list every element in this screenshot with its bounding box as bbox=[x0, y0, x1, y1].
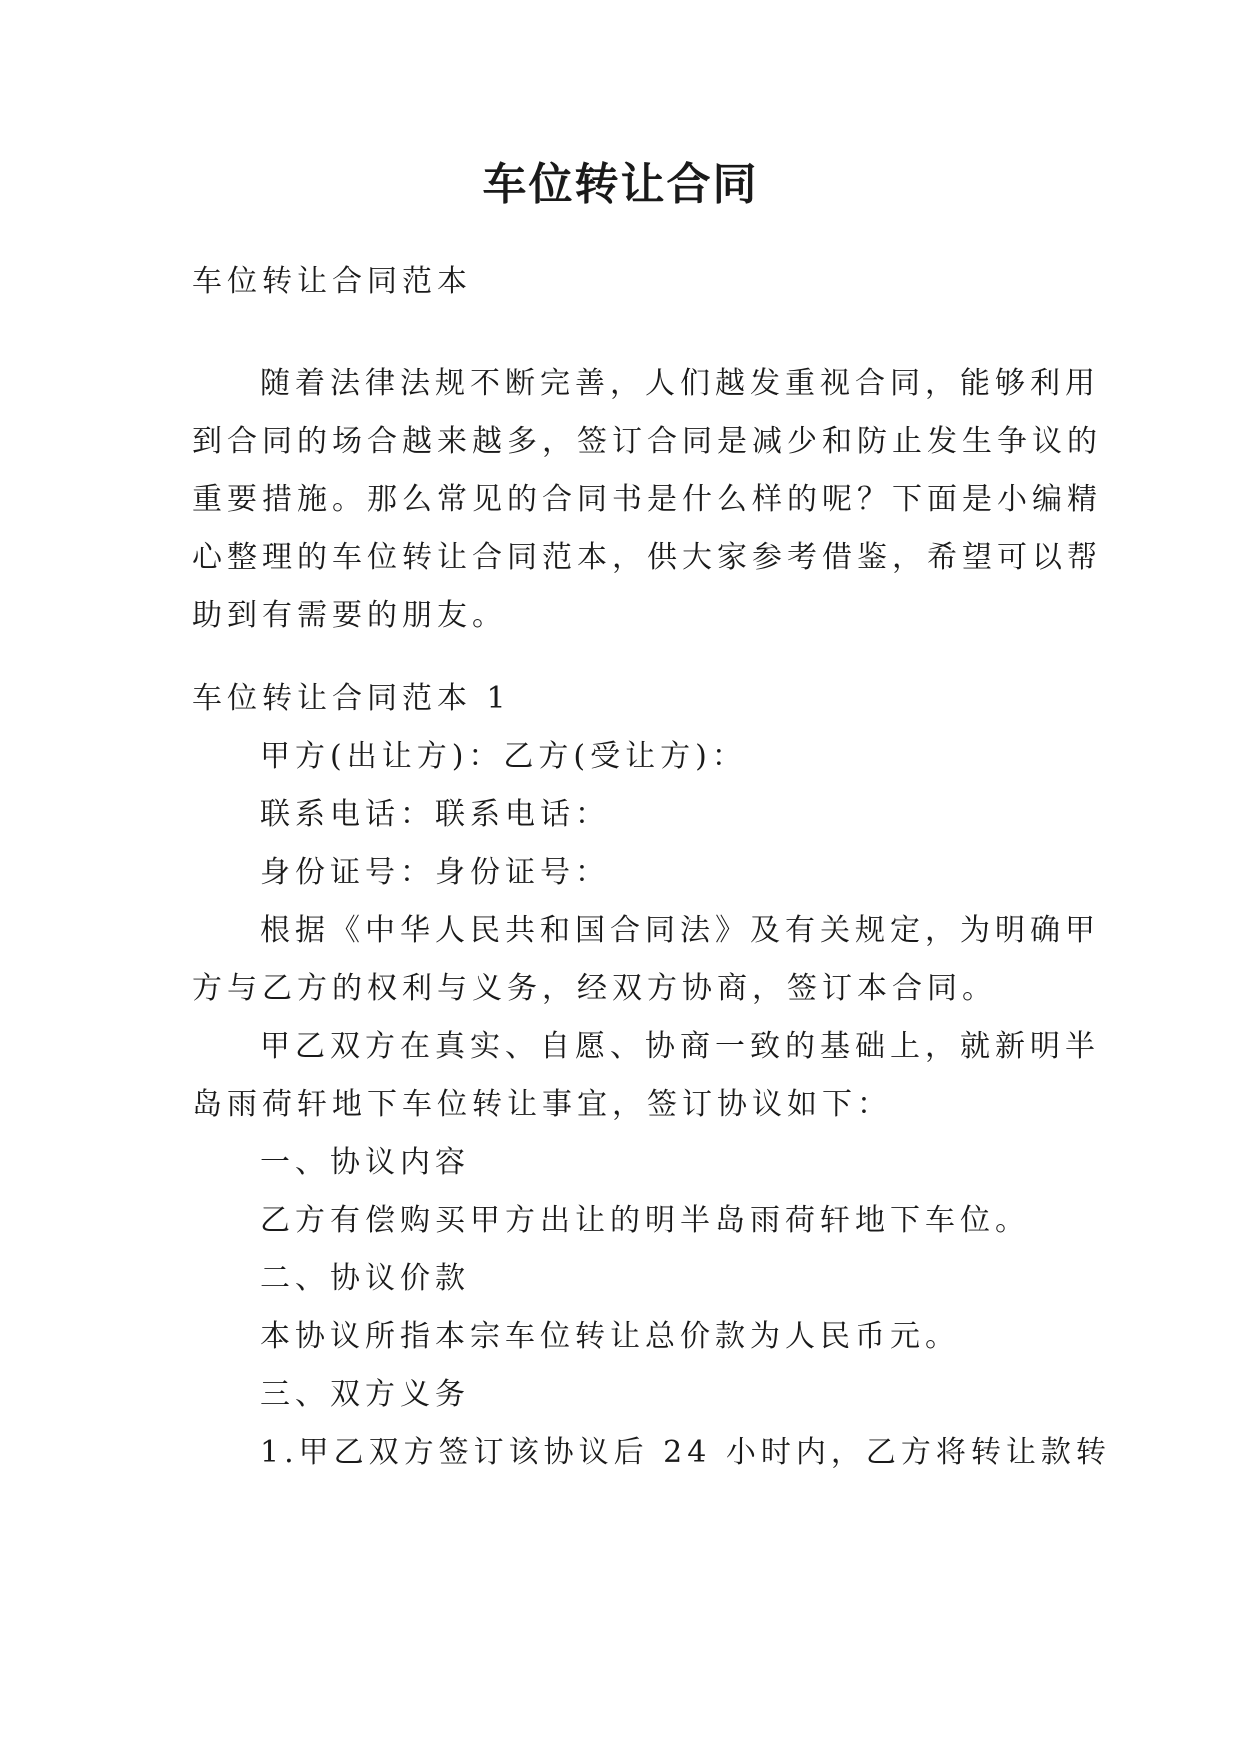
clause1-heading: 一、协议内容 bbox=[260, 1145, 470, 1180]
document-title: 车位转让合同 bbox=[482, 159, 759, 210]
clause3-heading: 三、双方义务 bbox=[260, 1377, 470, 1412]
intro-paragraph bbox=[192, 355, 1102, 645]
subtitle-text: 车位转让合同范本 bbox=[192, 264, 472, 299]
section-heading: 车位转让合同范本 1 bbox=[192, 681, 511, 716]
id-line: 身份证号：身份证号： bbox=[260, 855, 610, 890]
phone-line: 联系电话：联系电话： bbox=[260, 797, 610, 832]
agreement-line: 甲乙双方在真实、自愿、协商一致的基础上，就新明半 bbox=[260, 1029, 1100, 1064]
intro-line: 重要措施。那么常见的合同书是什么样的呢？下面是小编精 bbox=[192, 482, 1102, 517]
document-subtitle bbox=[192, 253, 1064, 311]
intro-line: 随着法律法规不断完善，人们越发重视合同，能够利用 bbox=[260, 366, 1100, 401]
intro-line: 助到有需要的朋友。 bbox=[192, 598, 507, 633]
intro-line: 到合同的场合越来越多，签订合同是减少和防止发生争议的 bbox=[192, 424, 1102, 459]
basis-line: 根据《中华人民共和国合同法》及有关规定，为明确甲 bbox=[260, 913, 1100, 948]
contract-body bbox=[192, 670, 1111, 1482]
clause3-item: 1.甲乙双方签订该协议后 24 小时内，乙方将转让款转 bbox=[260, 1435, 1111, 1470]
clause2-heading: 二、协议价款 bbox=[260, 1261, 470, 1296]
clause2-text: 本协议所指本宗车位转让总价款为人民币元。 bbox=[260, 1319, 960, 1354]
basis-line: 方与乙方的权利与义务，经双方协商，签订本合同。 bbox=[192, 971, 997, 1006]
agreement-line: 岛雨荷轩地下车位转让事宜，签订协议如下： bbox=[192, 1087, 892, 1122]
party-line: 甲方(出让方)：乙方(受让方)： bbox=[260, 739, 747, 774]
intro-line: 心整理的车位转让合同范本，供大家参考借鉴，希望可以帮 bbox=[192, 540, 1102, 575]
clause1-text: 乙方有偿购买甲方出让的明半岛雨荷轩地下车位。 bbox=[260, 1203, 1030, 1238]
